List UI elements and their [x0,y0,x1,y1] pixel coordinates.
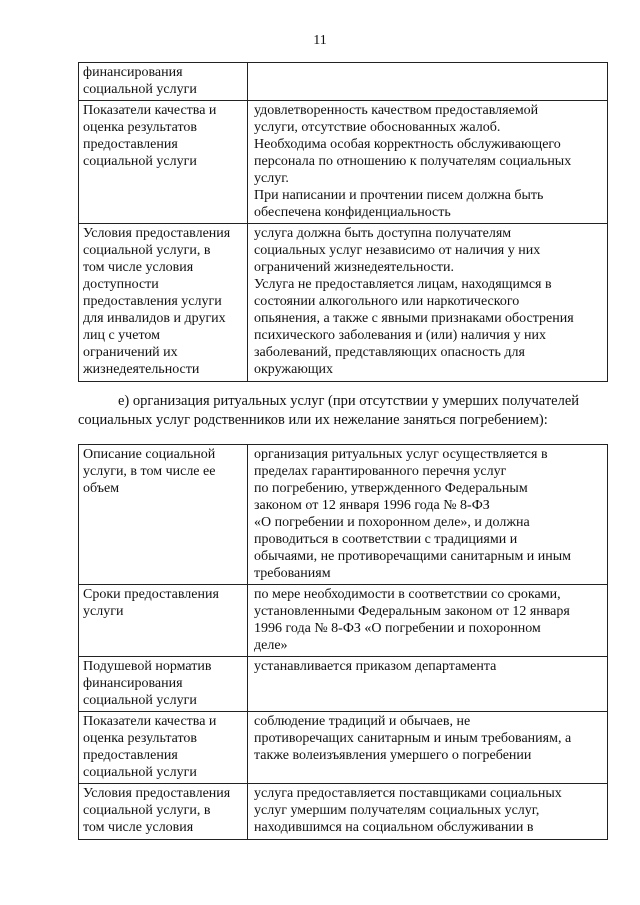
cell-text-line: оценка результатов [83,120,198,135]
table-row [79,101,608,224]
row-header-cell [79,784,248,840]
cell-text-line: Показатели качества и [83,103,217,118]
cell-text-line: Подушевой норматив [83,659,212,674]
cell-text-line: Условия предоставления [83,786,231,801]
cell-text-line: ограничений их [83,345,178,360]
cell-text-line: Показатели качества и [83,714,217,729]
cell-text-line: социальной услуги, в [83,803,211,818]
cell-text-line: опьянения, а также с явными признаками обострения [254,311,574,326]
table-row [79,784,608,840]
cell-text-line: Сроки предоставления [83,587,219,602]
cell-text-line: законом от 12 января 1996 года № 8-ФЗ [254,498,490,513]
cell-text-line: по мере необходимости в соответствии со сроками, [254,587,561,602]
row-header-cell [79,63,248,101]
cell-text-line: соблюдение традиций и обычаев, не [254,714,471,729]
paragraph-line-1: е) организация ритуальных услуг (при отсутствии у умерших получателей [118,393,580,409]
row-header-cell [79,445,248,585]
page-number: 11 [313,33,327,48]
cell-text-line: предоставления [83,748,178,763]
services-table-2 [78,444,608,840]
cell-text-line: социальной услуги, в [83,243,211,258]
cell-text-line: психического заболевания и (или) наличия у них [254,328,546,343]
cell-text-line: для инвалидов и других [83,311,226,326]
cell-text-line: находившимся на социальном обслуживании в [254,820,534,835]
cell-text-line: установленными Федеральным законом от 12 января [254,604,570,619]
cell-text-line: лиц с учетом [83,328,160,343]
row-header-cell [79,101,248,224]
cell-text-line: Условия предоставления [83,226,231,241]
row-content-cell [248,712,608,784]
row-header-cell [79,224,248,382]
cell-text-line: заболеваний, представляющих опасность для [254,345,525,360]
row-content-cell [248,585,608,657]
row-content-cell [248,63,608,101]
cell-text-line: жизнедеятельности [83,362,200,377]
cell-text-line: том числе условия [83,820,194,835]
cell-text-line: состоянии алкогольного или наркотического [254,294,520,309]
cell-text-line: проводиться в соответствии с традициями и [254,532,518,547]
cell-text-line: услуги [83,604,124,619]
row-header-cell [79,585,248,657]
cell-text-line: услуги, в том числе ее [83,464,216,479]
table-row [79,63,608,101]
cell-text-line: доступности [83,277,159,292]
cell-text-line: противоречащих санитарным и иным требованиям, а [254,731,572,746]
cell-text-line: «О погребении и похоронном деле», и должна [254,515,530,530]
section-paragraph [78,392,608,430]
cell-text-line: финансирования [83,65,183,80]
cell-text-line: Описание социальной [83,447,216,462]
cell-text-line: предоставления [83,137,178,152]
cell-text-line: 1996 года № 8-ФЗ «О погребении и похоронном [254,621,541,636]
cell-text-line: При написании и прочтении писем должна быть [254,188,544,203]
cell-text-line: обеспечена конфиденциальность [254,205,451,220]
cell-text-line: предоставления услуги [83,294,222,309]
cell-text-line: персонала по отношению к получателям социальных [254,154,572,169]
cell-text-line: удовлетворенность качеством предоставляемой [254,103,539,118]
table-row [79,657,608,712]
row-header-cell [79,712,248,784]
cell-text-line: устанавливается приказом департамента [254,659,497,674]
cell-text-line: пределах гарантированного перечня услуг [254,464,507,479]
cell-text-line: том числе условия [83,260,194,275]
cell-text-line: требованиям [254,566,331,581]
row-content-cell [248,784,608,840]
table-row [79,585,608,657]
cell-text-line: Услуга не предоставляется лицам, находящимся в [254,277,552,292]
cell-text-line: социальной услуги [83,693,197,708]
cell-text-line: ограничений жизнедеятельности. [254,260,455,275]
paragraph-line-2: социальных услуг родственников или их нежелание заняться погребением): [78,412,548,428]
services-table-1 [78,62,608,382]
cell-text-line: социальных услуг независимо от наличия у них [254,243,541,258]
table-row [79,445,608,585]
row-header-cell [79,657,248,712]
cell-text-line: социальной услуги [83,154,197,169]
cell-text-line: услуг умершим получателям социальных услуг, [254,803,540,818]
cell-text-line: социальной услуги [83,765,197,780]
cell-text-line: Необходима особая корректность обслуживающего [254,137,561,152]
row-content-cell [248,657,608,712]
row-content-cell [248,224,608,382]
cell-text-line: организация ритуальных услуг осуществляется в [254,447,548,462]
cell-text-line: также волеизъявления умершего о погребении [254,748,532,763]
table-row [79,712,608,784]
cell-text-line: по погребению, утвержденного Федеральным [254,481,528,496]
cell-text-line: деле» [254,638,288,653]
row-content-cell [248,101,608,224]
cell-text-line: обычаями, не противоречащими санитарным и иным [254,549,572,564]
cell-text-line: услуга предоставляется поставщиками социальных [254,786,562,801]
cell-text-line: оценка результатов [83,731,198,746]
cell-text-line: услуги, отсутствие обоснованных жалоб. [254,120,501,135]
cell-text-line: социальной услуги [83,82,197,97]
table-row [79,224,608,382]
cell-text-line: услуга должна быть доступна получателям [254,226,512,241]
cell-text-line: услуг. [254,171,289,186]
cell-text-line: окружающих [254,362,334,377]
cell-text-line: финансирования [83,676,183,691]
cell-text-line: объем [83,481,120,496]
row-content-cell [248,445,608,585]
